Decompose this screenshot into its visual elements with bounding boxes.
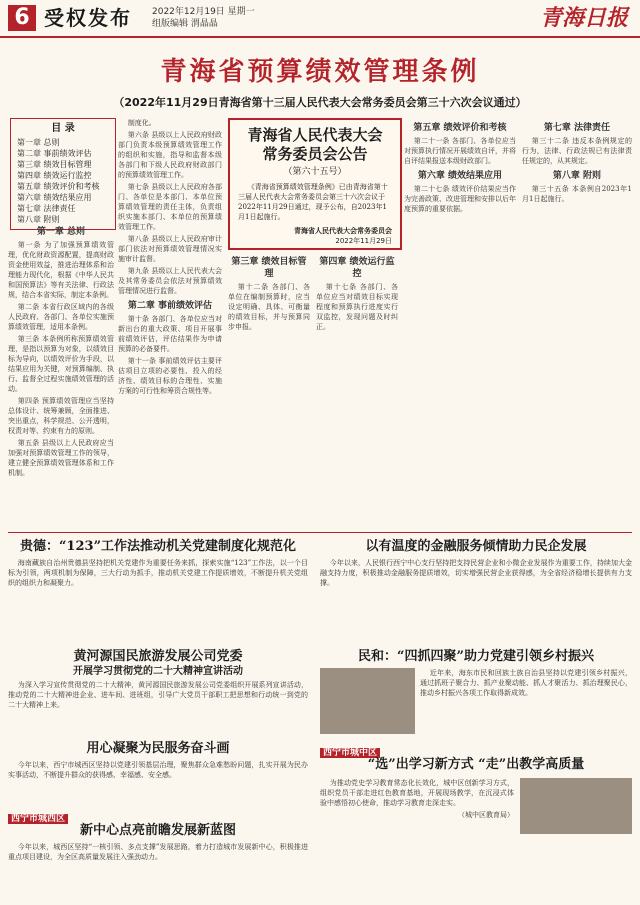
chapter-heading: 第二章 事前绩效评估 — [127, 301, 213, 311]
announcement-title-line2: 常务委员会公告 — [262, 145, 368, 163]
column-six — [522, 118, 632, 527]
article-paragraph: 第三条 本条例所称预算绩效管理，是指以预算为对象，以绩效目标为导向，以绩效评价为手段，以结果应用为关键，对预算编制、执行、监督全过程实施绩效管理的活动。 — [8, 335, 114, 393]
story-credit: （城中区教育局） — [458, 811, 514, 819]
subheadline-tourism: 开展学习贯彻党的二十大精神宣讲活动 — [73, 666, 243, 677]
article-paragraph: 第二十七条 绩效评价结果应当作为完善政策、改进管理和安排以后年度预算的重要依据。 — [404, 185, 516, 213]
column-four — [316, 252, 398, 527]
article-paragraph: 第九条 县级以上人民代表大会及其常务委员会依法对预算绩效管理情况进行监督。 — [118, 267, 222, 295]
article-paragraph: 第二十一条 各部门、各单位应当对预算执行情况开展绩效自评，并将自评结果报送本级财政部门。 — [404, 137, 516, 165]
region-tag-label: 西宁市城西区 — [8, 814, 68, 824]
toc-item: 第二章 事前绩效评估 — [17, 149, 92, 158]
story-service — [8, 760, 308, 800]
chapter-heading: 第四章 绩效运行监控 — [319, 257, 395, 279]
article-paragraph: 第十二条 各部门、各单位在编制预算时，应当设定明确、具体、可衡量的绩效目标，并与预算同步申报。 — [228, 283, 310, 331]
article-paragraph: 今年以来，西宁市城西区坚持以党建引领基层治理，聚焦群众急难愁盼问题，扎实开展为民办实事活动，不断提升群众的获得感、幸福感、安全感。 — [8, 761, 308, 779]
story-education — [320, 778, 514, 900]
article-subtitle: （2022年11月29日青海省第十三届人民代表大会常务委员会第三十六次会议通过） — [113, 96, 527, 109]
article-paragraph: 第三十五条 本条例自2023年1月1日起施行。 — [522, 185, 632, 203]
chapter-heading: 第七章 法律责任 — [543, 123, 611, 133]
toc-title: 目 录 — [51, 123, 75, 134]
column-three — [228, 252, 310, 527]
chapter-heading: 第五章 绩效评价和考核 — [413, 123, 507, 133]
toc-item: 第八章 附则 — [17, 215, 60, 224]
article-paragraph: 第八条 县级以上人民政府审计部门依法对预算绩效管理情况实施审计监督。 — [118, 235, 222, 263]
article-paragraph: 第十一条 事前绩效评估主要评估项目立项的必要性、投入的经济性、绩效目标的合理性、实施方案的可行性和筹资合规性等。 — [118, 357, 222, 395]
column-two — [118, 118, 222, 527]
toc-item: 第六章 绩效结果应用 — [17, 193, 92, 202]
page-number: 6 — [8, 5, 36, 31]
chapter-heading: 第六章 绩效结果应用 — [417, 171, 503, 181]
news-photo — [520, 778, 632, 834]
announcement-number: （第六十五号） — [283, 167, 347, 177]
chapter-heading: 第三章 绩效目标管理 — [231, 257, 307, 279]
story-finance — [320, 558, 632, 642]
paper-logo: 青海日报 — [539, 5, 628, 31]
announcement-title-line1: 青海省人民代表大会 — [247, 126, 383, 144]
article-paragraph: 为推动党史学习教育常态化长效化，城中区创新学习方式，组织党员干部走进红色教育基地，开展现场教学，在沉浸式体验中感悟初心使命，推动学习教育走深走实。 — [320, 779, 514, 807]
announcement-body: 《青海省预算绩效管理条例》已由青海省第十三届人民代表大会常务委员会第三十六次会议于2022年11月29日通过，现予公布，自2023年1月1日起施行。 — [238, 183, 388, 221]
article-paragraph: 第十条 各部门、各单位应当对新出台的重大政策、项目开展事前绩效评估，评估结果作为申请预算的必备要件。 — [118, 315, 222, 353]
headline-education: “选”出学习新方式 “走”出教学高质量 — [367, 757, 585, 772]
story-minhe — [420, 668, 632, 734]
headline-service: 用心凝聚为民服务奋斗画 — [86, 741, 230, 756]
toc-item: 第一章 总则 — [17, 138, 60, 147]
headline-tourism: 黄河源国民旅游发展公司党委 — [73, 649, 243, 664]
region-tag-label: 西宁市城中区 — [320, 748, 380, 758]
divider — [8, 532, 632, 533]
table-of-contents — [10, 118, 116, 230]
article-paragraph: 第六条 县级以上人民政府财政部门负责本级预算绩效管理工作的组织和实施，指导和监督本级各部门和下级人民政府财政部门的预算绩效管理工作。 — [118, 131, 222, 179]
editor-line: 组版编辑 渭晶晶 — [152, 19, 218, 29]
article-paragraph: 第二条 本省行政区域内的各级人民政府、各部门、各单位实施预算绩效管理，适用本条例。 — [8, 303, 114, 331]
headline-minhe: 民和：“四抓四聚”助力党建引领乡村振兴 — [358, 649, 594, 664]
toc-item: 第五章 绩效评价和考核 — [17, 182, 100, 191]
article-paragraph: 制度化。 — [127, 119, 156, 127]
article-paragraph: 为深入学习宣传贯彻党的二十大精神，黄河源国民旅游发展公司党委组织开展系列宣讲活动，推动党的二十大精神进企业、进车间、进班组，引导广大党员干部职工把思想和行动统一到党的二十大精神上来。 — [8, 681, 308, 709]
issue-date: 2022年12月19日 星期一 — [152, 7, 255, 17]
column-five — [404, 118, 516, 527]
toc-item: 第四章 绩效运行监控 — [17, 171, 92, 180]
announcement-box — [228, 118, 402, 250]
article-paragraph: 第七条 县级以上人民政府各部门、各单位是本部门、本单位预算绩效管理的责任主体，负责组织实施本部门、本单位的预算绩效管理工作。 — [118, 183, 222, 231]
article-paragraph: 第四条 预算绩效管理应当坚持总体设计、统筹兼顾，全面推进、突出重点，科学规范、公开透明，权责对等、约束有力的原则。 — [8, 397, 114, 435]
column-chapter-one — [8, 222, 114, 527]
news-photo — [320, 668, 415, 734]
article-paragraph: 第十七条 各部门、各单位应当对绩效目标实现程度和预算执行进度实行双监控，发现问题及时纠正。 — [316, 283, 398, 331]
article-paragraph: 今年以来，城西区坚持“一核引领、多点支撑”发展思路，着力打造城市发展新中心，积极推进重点项目建设，为全区高质量发展注入强劲动力。 — [8, 843, 308, 861]
announcement-issuer: 青海省人民代表大会常务委员会 — [294, 227, 392, 235]
article-title: 青海省预算绩效管理条例 — [160, 57, 480, 87]
article-paragraph: 第一条 为了加强预算绩效管理，优化财政资源配置，提高财政资金使用效益，推进治理体系和治理能力现代化，根据《中华人民共和国预算法》等有关法律、行政法规，结合本省实际，制定本条例。 — [8, 241, 114, 299]
article-paragraph: 近年来，海东市民和回族土族自治县坚持以党建引领乡村振兴，通过抓班子聚合力、抓产业聚动能、抓人才聚活力、抓治理聚民心，推动乡村振兴各项工作取得新成效。 — [420, 669, 632, 697]
article-paragraph: 今年以来，人民银行西宁中心支行坚持把支持民营企业和小微企业发展作为重要工作，持续加大金融支持力度，积极推动金融服务提质增效，切实增强民营企业获得感，为全省经济稳增长提供有力支撑。 — [320, 559, 632, 587]
chapter-heading: 第一章 总则 — [36, 227, 86, 237]
story-guide — [8, 558, 308, 642]
announcement-date: 2022年11月29日 — [335, 237, 392, 245]
chapter-heading: 第八章 附则 — [552, 171, 602, 181]
toc-item: 第七章 法律责任 — [17, 204, 76, 213]
headline-finance: 以有温度的金融服务倾情助力民企发展 — [365, 539, 587, 554]
article-paragraph: 海南藏族自治州贵德县坚持把机关党建作为重要任务来抓，探索实施“123”工作法，以一个目标为引领，两项机制为保障，三大行动为抓手，推动机关党建工作提质增效，不断提升机关党组织的组织力和凝聚力。 — [8, 559, 308, 587]
toc-item: 第三章 绩效目标管理 — [17, 160, 92, 169]
article-paragraph: 第三十二条 违反本条例规定的行为，法律、行政法规已有法律责任规定的，从其规定。 — [522, 137, 632, 165]
headline-center: 新中心点亮前瞻发展新蓝图 — [79, 823, 236, 838]
section-title: 受权发布 — [44, 6, 132, 30]
headline-guide: 贵德：“123”工作法推动机关党建制度化规范化 — [19, 539, 297, 554]
article-paragraph: 第五条 县级以上人民政府应当加强对预算绩效管理工作的领导，建立健全预算绩效管理体系和工作机制。 — [8, 439, 114, 477]
story-center — [8, 842, 308, 900]
story-tourism — [8, 680, 308, 736]
